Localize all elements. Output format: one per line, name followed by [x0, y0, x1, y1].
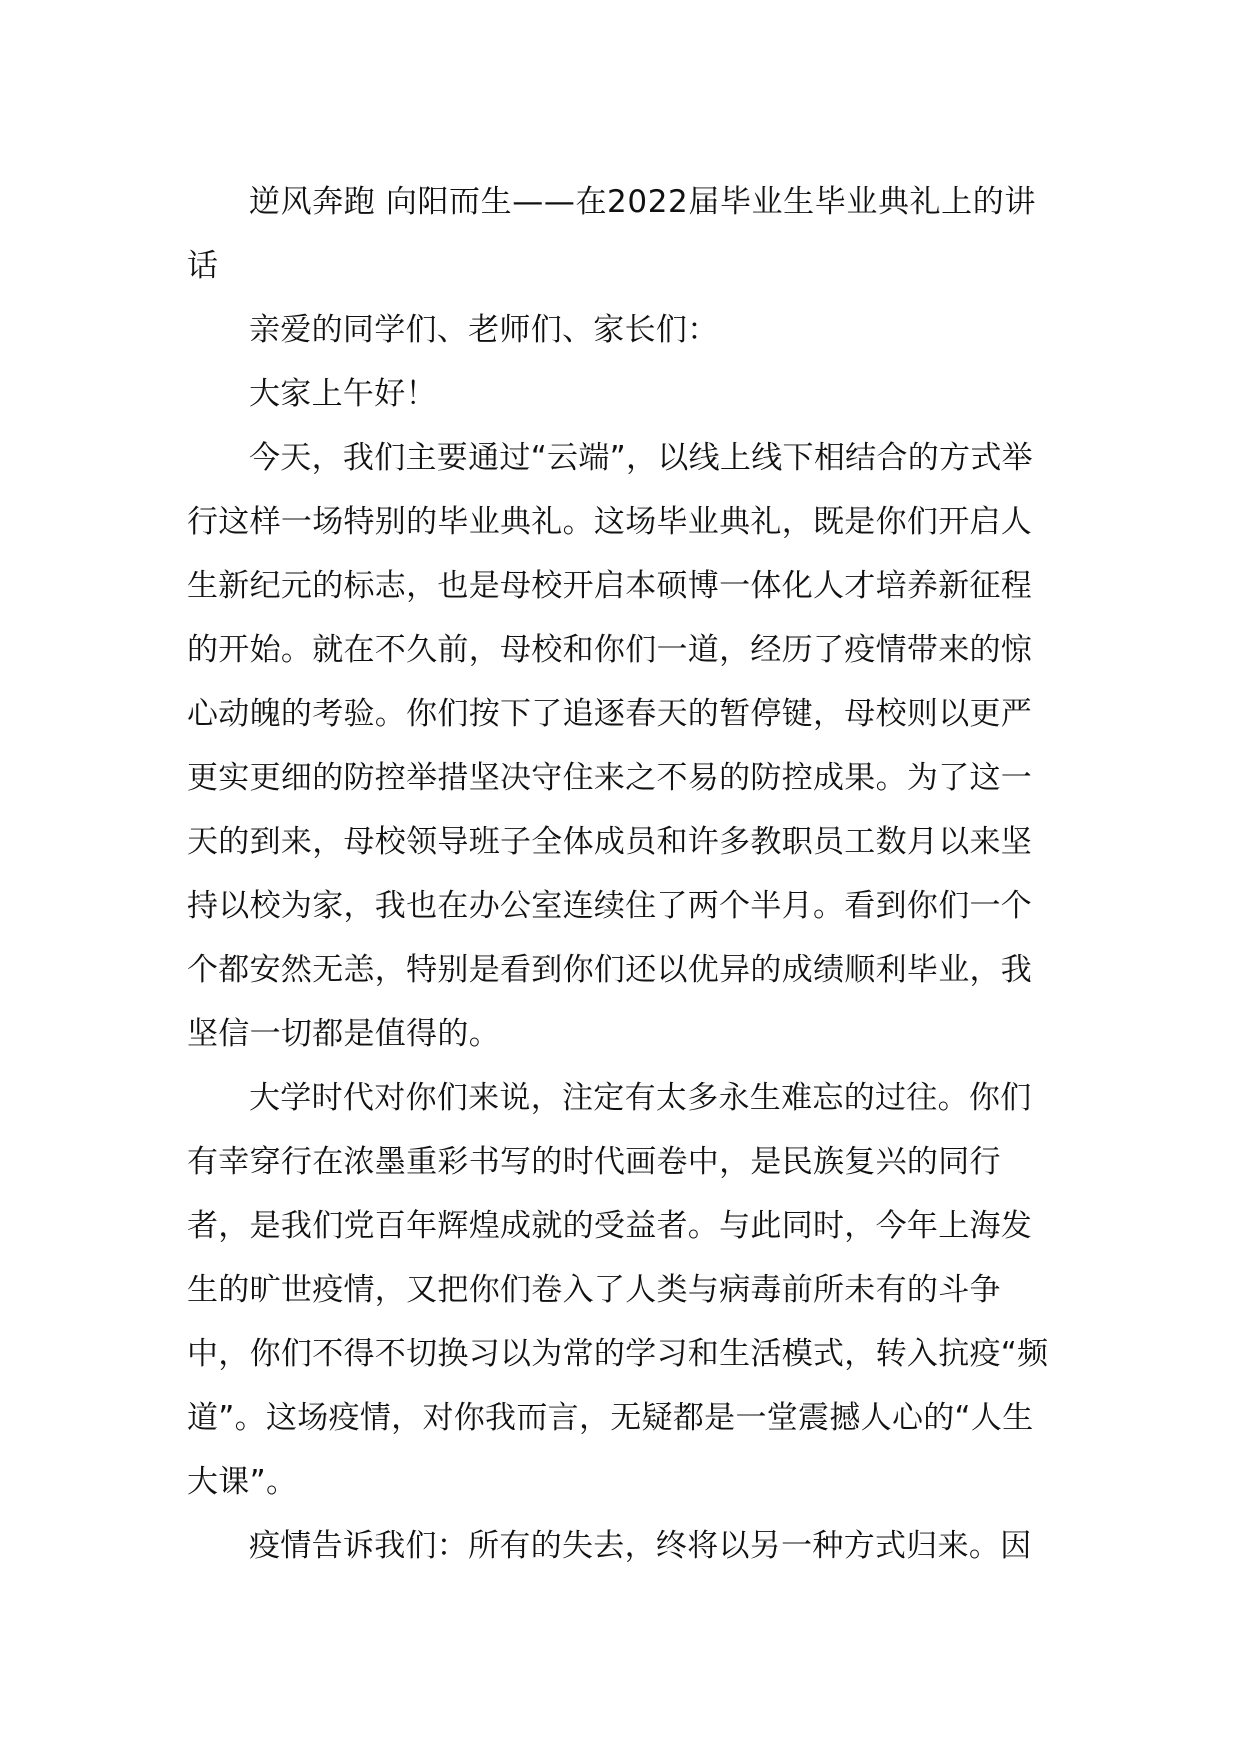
- greeting: 大家上午好！: [249, 376, 437, 412]
- body-paragraph: 大学时代对你们来说，注定有太多永生难忘的过往。你们有幸穿行在浓墨重彩书写的时代画卷中，是民族复兴的同行者，是我们党百年辉煌成就的受益者。与此同时，今年上海发生的旷世疫情，又把你们卷入了人类与病毒前所未有的斗争中，你们不得不切换习以为常的学习和生活模式，转入抗疫“频道”。这场疫情，对你我而言，无疑都是一堂震撼人心的“人生大课”。: [187, 1080, 1049, 1500]
- body-paragraph: 疫情告诉我们：所有的失去，终将以另一种方式归来。因: [249, 1528, 1032, 1564]
- document-body: [187, 170, 1057, 1578]
- body-paragraph: 今天，我们主要通过“云端”，以线上线下相结合的方式举行这样一场特别的毕业典礼。这场毕业典礼，既是你们开启人生新纪元的标志，也是母校开启本硕博一体化人才培养新征程的开始。就在不久前，母校和你们一道，经历了疫情带来的惊心动魄的考验。你们按下了追逐春天的暂停键，母校则以更严更实更细的防控举措坚决守住来之不易的防控成果。为了这一天的到来，母校领导班子全体成员和许多教职员工数月以来坚持以校为家，我也在办公室连续住了两个半月。看到你们一个个都安然无恙，特别是看到你们还以优异的成绩顺利毕业，我坚信一切都是值得的。: [187, 440, 1033, 1052]
- salutation: 亲爱的同学们、老师们、家长们：: [249, 312, 719, 348]
- speech-title: 逆风奔跑 向阳而生——在2022届毕业生毕业典礼上的讲话: [187, 184, 1036, 284]
